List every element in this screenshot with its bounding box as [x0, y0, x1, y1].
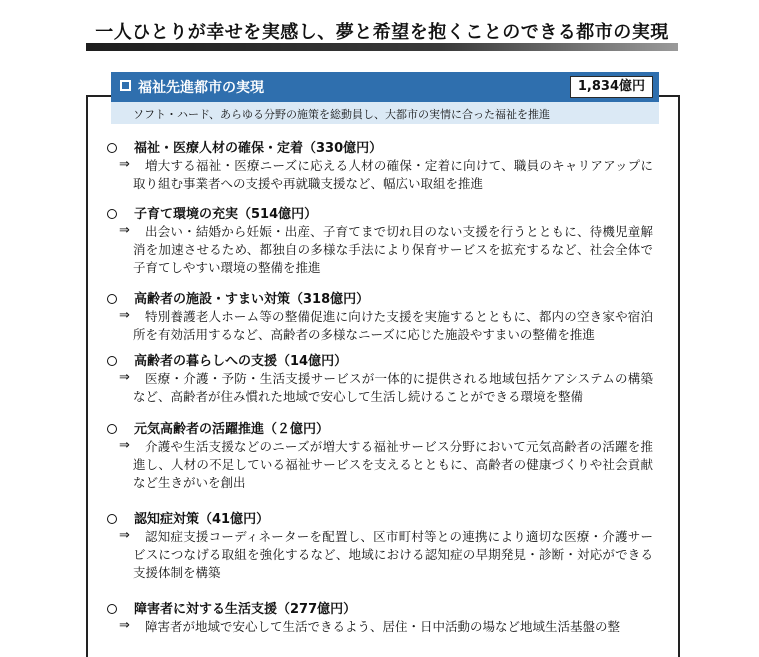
item-body: 増大する福祉・医療ニーズに応える人材の確保・定着に向けて、職員のキャリアアップに取り組む事業者への支援や再就職支援など、幅広い取組を推進	[133, 158, 653, 191]
arrow-icon: ⇒	[119, 157, 130, 172]
circle-bullet-icon	[107, 356, 117, 366]
item-heading	[107, 137, 382, 156]
item-heading-text: 高齢者の暮らしへの支援（14億円）	[134, 354, 348, 369]
item-heading	[107, 288, 369, 307]
arrow-icon: ⇒	[119, 528, 130, 543]
arrow-icon: ⇒	[119, 618, 130, 633]
item-heading	[107, 418, 329, 437]
arrow-icon: ⇒	[119, 223, 130, 238]
arrow-icon: ⇒	[119, 438, 130, 453]
item-heading-text: 障害者に対する生活支援（277億円）	[134, 602, 357, 617]
item-heading	[107, 598, 356, 617]
circle-bullet-icon	[107, 604, 117, 614]
item-body: 医療・介護・予防・生活支援サービスが一体的に提供される地域包括ケアシステムの構築など、高齢者が住み慣れた地域で安心して生活し続けることができる環境を整備	[133, 371, 653, 404]
item-body: 特別養護老人ホーム等の整備促進に向けた支援を実施するとともに、都内の空き家や宿泊所を有効活用するなど、高齢者の多様なニーズに応じた施設やすまいの整備を推進	[133, 309, 653, 342]
page-title: 一人ひとりが幸せを実感し、夢と希望を抱くことのできる都市の実現	[95, 22, 669, 43]
item-body: 障害者が地域で安心して生活できるよう、居住・日中活動の場など地域生活基盤の整	[145, 619, 621, 634]
circle-bullet-icon	[107, 514, 117, 524]
section-header	[111, 72, 659, 102]
square-bullet-icon	[120, 80, 131, 91]
item-body: 認知症支援コーディネーターを配置し、区市町村等との連携により適切な医療・介護サービスにつなげる取組を強化するなど、地域における認知症の早期発見・診断・対応ができる支援体制を構築	[133, 529, 653, 580]
item-heading-text: 高齢者の施設・すまい対策（318億円）	[134, 292, 370, 307]
item-heading	[107, 508, 269, 527]
item-heading-text: 認知症対策（41億円）	[134, 512, 270, 527]
section-subtitle: ソフト・ハード、あらゆる分野の施策を総動員し、大都市の実情に合った福祉を推進	[133, 108, 551, 121]
budget-badge: 1,834億円	[570, 76, 653, 98]
item-heading	[107, 350, 347, 369]
circle-bullet-icon	[107, 424, 117, 434]
title-underline	[86, 43, 678, 51]
item-body: 介護や生活支援などのニーズが増大する福祉サービス分野において元気高齢者の活躍を推進し、人材の不足している福祉サービスを支えるとともに、高齢者の健康づくりや社会貢献など生きがいを創出	[133, 439, 653, 490]
arrow-icon: ⇒	[119, 370, 130, 385]
item-heading-text: 福祉・医療人材の確保・定着（330億円）	[134, 141, 383, 156]
arrow-icon: ⇒	[119, 308, 130, 323]
section-title: 福祉先進都市の実現	[138, 80, 264, 96]
item-heading-text: 元気高齢者の活躍推進（２億円）	[134, 422, 330, 437]
section-subtitle-bar	[111, 102, 659, 124]
item-body: 出会い・結婚から妊娠・出産、子育てまで切れ目のない支援を行うとともに、待機児童解消を加速させるため、都独自の多様な手法により保育サービスを拡充するなど、社会全体で子育てしやすい環境の整備を推進	[133, 224, 653, 275]
circle-bullet-icon	[107, 143, 117, 153]
circle-bullet-icon	[107, 294, 117, 304]
item-heading	[107, 203, 317, 222]
item-heading-text: 子育て環境の充実（514億円）	[134, 207, 318, 222]
circle-bullet-icon	[107, 209, 117, 219]
